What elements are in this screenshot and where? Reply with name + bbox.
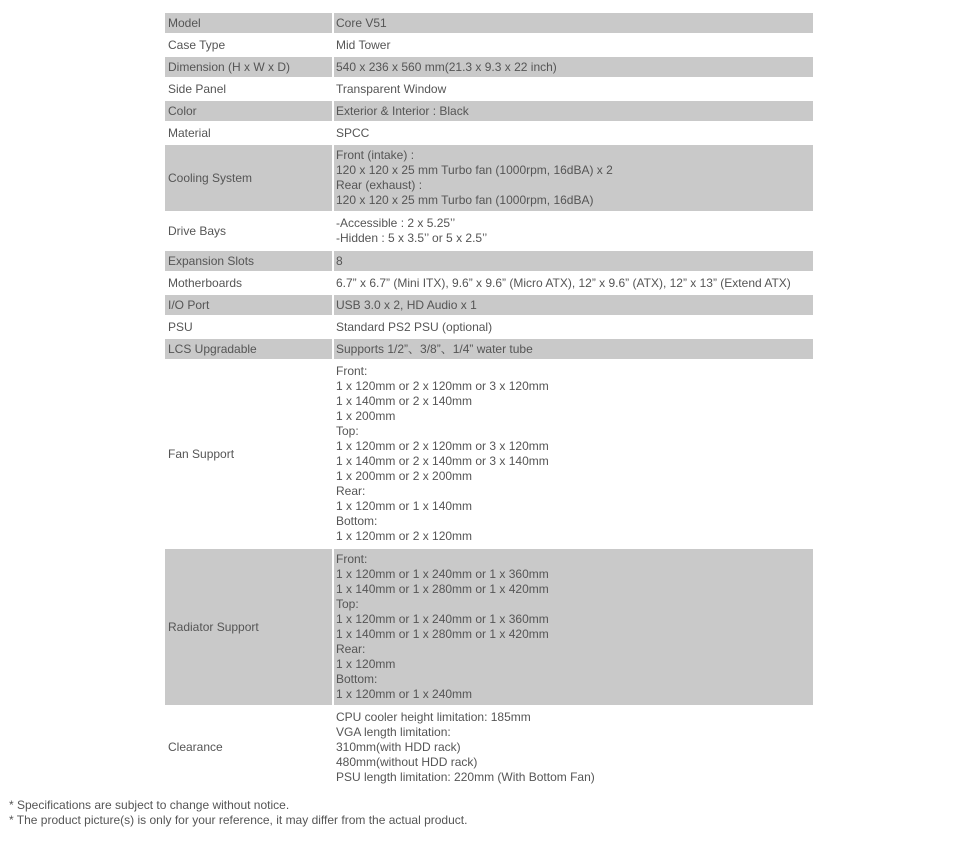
- spec-label: Color: [165, 101, 334, 121]
- spec-row-model: [165, 13, 813, 33]
- spec-value-line: Rear (exhaust) :: [336, 178, 423, 192]
- spec-row-expansion-slots: [165, 251, 813, 271]
- spec-value: [334, 79, 813, 99]
- spec-value-line: SPCC: [336, 125, 370, 140]
- spec-value: [334, 549, 813, 705]
- spec-row-side-panel: [165, 79, 813, 99]
- spec-value-line: 120 x 120 x 25 mm Turbo fan (1000rpm, 16dBA): [336, 193, 594, 207]
- spec-value-line: 1 x 140mm or 2 x 140mm: [336, 394, 473, 408]
- spec-value-line: 1 x 140mm or 1 x 280mm or 1 x 420mm: [336, 627, 549, 641]
- spec-row-i-o-port: [165, 295, 813, 315]
- spec-row-case-type: [165, 35, 813, 55]
- spec-value-line: Supports 1/2”、3/8”、1/4” water tube: [336, 341, 533, 356]
- spec-value-line: Front:: [336, 552, 368, 566]
- spec-value-line: VGA length limitation:: [336, 725, 451, 739]
- spec-label: I/O Port: [165, 295, 334, 315]
- spec-row-motherboards: [165, 273, 813, 293]
- spec-value-line: 1 x 120mm or 1 x 240mm: [336, 687, 473, 701]
- spec-label: Side Panel: [165, 79, 334, 99]
- spec-row-material: [165, 123, 813, 143]
- spec-value-line: Rear:: [336, 642, 366, 656]
- spec-value-line: 540 x 236 x 560 mm(21.3 x 9.3 x 22 inch): [336, 59, 557, 74]
- footnote-change-notice: * Specifications are subject to change without notice.: [9, 798, 290, 812]
- spec-row-radiator-support: [165, 549, 813, 705]
- spec-label: Expansion Slots: [165, 251, 334, 271]
- spec-value: [334, 145, 813, 211]
- spec-label: Cooling System: [165, 145, 334, 211]
- spec-table: [165, 11, 813, 790]
- spec-label: Drive Bays: [165, 213, 334, 249]
- spec-value: [334, 123, 813, 143]
- spec-value-line: 1 x 120mm: [336, 657, 396, 671]
- spec-value-line: 1 x 200mm or 2 x 200mm: [336, 469, 473, 483]
- spec-value-line: 8: [336, 253, 343, 268]
- spec-row-fan-support: [165, 361, 813, 547]
- spec-value-line: Top:: [336, 424, 359, 438]
- spec-row-cooling-system: [165, 145, 813, 211]
- spec-row-color: [165, 101, 813, 121]
- spec-row-lcs-upgradable: [165, 339, 813, 359]
- spec-value-line: 120 x 120 x 25 mm Turbo fan (1000rpm, 16dBA) x 2: [336, 163, 613, 177]
- spec-value-line: Transparent Window: [336, 81, 447, 96]
- spec-value-line: 1 x 140mm or 1 x 280mm or 1 x 420mm: [336, 582, 549, 596]
- spec-value: [334, 251, 813, 271]
- spec-value: [334, 295, 813, 315]
- spec-value-line: 1 x 120mm or 2 x 120mm or 3 x 120mm: [336, 439, 549, 453]
- spec-label: Material: [165, 123, 334, 143]
- spec-label: LCS Upgradable: [165, 339, 334, 359]
- spec-value: [334, 35, 813, 55]
- footnote-picture-disclaimer: * The product picture(s) is only for your reference, it may differ from the actual product.: [9, 813, 468, 827]
- spec-label: PSU: [165, 317, 334, 337]
- spec-value: [334, 273, 813, 293]
- spec-value-line: USB 3.0 x 2, HD Audio x 1: [336, 297, 477, 312]
- spec-value: [334, 339, 813, 359]
- spec-value-line: Front:: [336, 364, 368, 378]
- spec-value-line: 310mm(with HDD rack): [336, 740, 461, 754]
- spec-label: Case Type: [165, 35, 334, 55]
- spec-value-line: Core V51: [336, 15, 387, 30]
- spec-value-line: Rear:: [336, 484, 366, 498]
- spec-value-line: 6.7” x 6.7” (Mini ITX), 9.6” x 9.6” (Micro ATX), 12” x 9.6” (ATX), 12” x 13” (Extend ATX): [336, 275, 791, 290]
- spec-label: Radiator Support: [165, 549, 334, 705]
- spec-value: [334, 57, 813, 77]
- spec-value: [334, 13, 813, 33]
- spec-value-line: PSU length limitation: 220mm (With Bottom Fan): [336, 770, 595, 784]
- spec-value-line: Bottom:: [336, 672, 378, 686]
- spec-row-psu: [165, 317, 813, 337]
- spec-label: Model: [165, 13, 334, 33]
- spec-value-line: Mid Tower: [336, 37, 391, 52]
- spec-value: [334, 213, 813, 249]
- spec-value-line: 1 x 140mm or 2 x 140mm or 3 x 140mm: [336, 454, 549, 468]
- spec-value-line: -Hidden : 5 x 3.5’’ or 5 x 2.5’’: [336, 231, 488, 245]
- spec-value-line: CPU cooler height limitation: 185mm: [336, 710, 531, 724]
- spec-value-line: Standard PS2 PSU (optional): [336, 319, 493, 334]
- spec-value-line: 1 x 120mm or 2 x 120mm or 3 x 120mm: [336, 379, 549, 393]
- spec-label: Motherboards: [165, 273, 334, 293]
- spec-value-line: Bottom:: [336, 514, 378, 528]
- spec-value: [334, 317, 813, 337]
- spec-value: [334, 361, 813, 547]
- spec-value-line: 1 x 120mm or 1 x 140mm: [336, 499, 473, 513]
- spec-value-line: 1 x 120mm or 2 x 120mm: [336, 529, 473, 543]
- spec-value-line: 1 x 200mm: [336, 409, 396, 423]
- spec-label: Dimension (H x W x D): [165, 57, 334, 77]
- spec-row-drive-bays: [165, 213, 813, 249]
- spec-row-dimension-h-x-w-x-d: [165, 57, 813, 77]
- spec-value-line: -Accessible : 2 x 5.25’’: [336, 216, 456, 230]
- spec-label: Clearance: [165, 707, 334, 788]
- spec-row-clearance: [165, 707, 813, 788]
- footnotes: [9, 798, 467, 828]
- spec-table-body: [165, 13, 813, 788]
- spec-value-line: Front (intake) :: [336, 148, 415, 162]
- spec-value-line: Exterior & Interior : Black: [336, 103, 469, 118]
- spec-value-line: Top:: [336, 597, 359, 611]
- spec-value-line: 1 x 120mm or 1 x 240mm or 1 x 360mm: [336, 612, 549, 626]
- spec-value-line: 480mm(without HDD rack): [336, 755, 478, 769]
- spec-value: [334, 707, 813, 788]
- spec-label: Fan Support: [165, 361, 334, 547]
- spec-value-line: 1 x 120mm or 1 x 240mm or 1 x 360mm: [336, 567, 549, 581]
- spec-value: [334, 101, 813, 121]
